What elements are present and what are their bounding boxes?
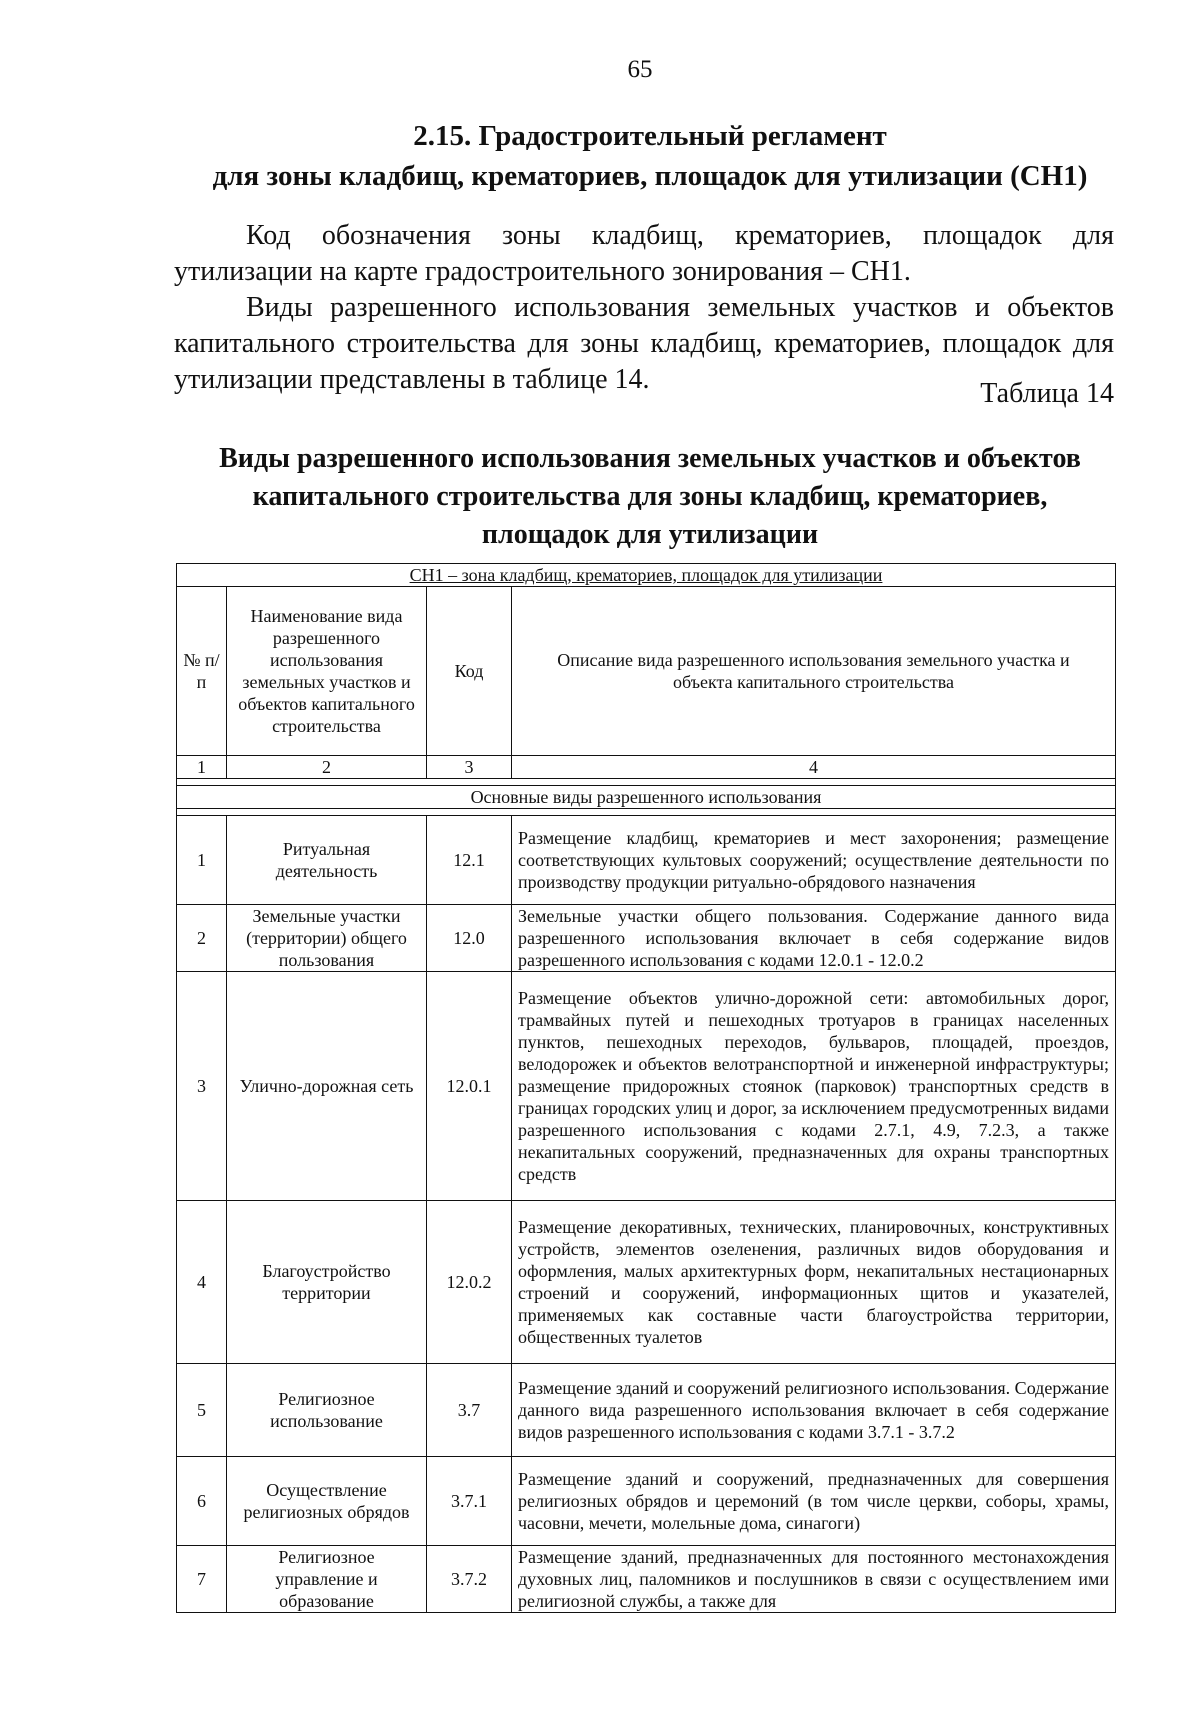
- row-name: Осуществление религиозных обрядов: [227, 1457, 427, 1546]
- table-row: [177, 1364, 1116, 1457]
- table-row: [177, 1546, 1116, 1613]
- row-num: 7: [177, 1546, 227, 1613]
- row-name: Земельные участки (территории) общего пользования: [227, 905, 427, 972]
- row-code: 3.7.1: [427, 1457, 512, 1546]
- row-code: 12.0.1: [427, 972, 512, 1201]
- row-desc: Размещение зданий и сооружений, предназначенных для совершения религиозных обрядов и церемоний (в том числе церкви, соборы, храмы, часовни, мечети, молельные дома, синагоги): [512, 1457, 1116, 1546]
- header-num: № п/п: [177, 587, 227, 756]
- header-code: Код: [427, 587, 512, 756]
- table-row: [177, 816, 1116, 905]
- row-name: Улично-дорожная сеть: [227, 972, 427, 1201]
- row-desc: Земельные участки общего пользования. Содержание данного вида разрешенного использования включает в себя содержание видов разрешенного использования с кодами 12.0.1 - 12.0.2: [512, 905, 1116, 972]
- index-cell: 1: [177, 756, 227, 779]
- row-num: 3: [177, 972, 227, 1201]
- row-name: Религиозное использование: [227, 1364, 427, 1457]
- row-desc: Размещение зданий, предназначенных для постоянного местонахождения духовных лиц, паломников и послушников в связи с осуществлением ими религиозной службы, а также для: [512, 1546, 1116, 1613]
- header-name: Наименование вида разрешенного использования земельных участков и объектов капитального строительства: [227, 587, 427, 756]
- row-code: 12.0: [427, 905, 512, 972]
- section-title-line: 2.15. Градостроительный регламент: [413, 120, 887, 152]
- row-desc: Размещение объектов улично-дорожной сети: автомобильных дорог, трамвайных путей и пешеходных тротуаров в границах населенных пунктов, пешеходных переходов, бульваров, площадей, проездов, велодорожек и объектов велотранспортной и инженерной инфраструктуры; размещение придорожных стоянок (парковок) транспортных средств в границах городских улиц и дорог, за исключением предусмотренных видами разрешенного использования с кодами 2.7.1, 4.9, 7.2.3, а также некапитальных сооружений, предназначенных для охраны транспортных средств: [512, 972, 1116, 1201]
- zone-header-row: [177, 564, 1116, 587]
- row-name: Религиозное управление и образование: [227, 1546, 427, 1613]
- spacer-row: [177, 779, 1116, 786]
- row-code: 12.1: [427, 816, 512, 905]
- section-row: [177, 786, 1116, 809]
- row-desc: Размещение зданий и сооружений религиозного использования. Содержание данного вида разрешенного использования включает в себя содержание видов разрешенного использования с кодами 3.7.1 - 3.7.2: [512, 1364, 1116, 1457]
- paragraph: Код обозначения зоны кладбищ, крематориев, площадок для утилизации на карте градостроительного зонирования – СН1.: [174, 220, 1114, 287]
- row-num: 5: [177, 1364, 227, 1457]
- row-desc: Размещение кладбищ, крематориев и мест захоронения; размещение соответствующих культовых сооружений; осуществление деятельности по производству продукции ритуально-обрядового назначения: [512, 816, 1116, 905]
- row-code: 3.7: [427, 1364, 512, 1457]
- page-number: 65: [627, 56, 653, 83]
- row-num: 6: [177, 1457, 227, 1546]
- table-title-line: площадок для утилизации: [481, 519, 819, 550]
- row-code: 3.7.2: [427, 1546, 512, 1613]
- header-desc: Описание вида разрешенного использования земельного участка и объекта капитального строительства: [512, 587, 1116, 756]
- land-use-table: [176, 563, 1116, 1613]
- row-name: Благоустройство территории: [227, 1201, 427, 1364]
- row-num: 1: [177, 816, 227, 905]
- table-row: [177, 905, 1116, 972]
- table-row: [177, 972, 1116, 1201]
- zone-header: СН1 – зона кладбищ, крематориев, площадок для утилизации: [177, 564, 1116, 587]
- table-row: [177, 1201, 1116, 1364]
- section-title: [170, 116, 1130, 196]
- row-desc: Размещение декоративных, технических, планировочных, конструктивных устройств, элементов озеленения, различных видов оборудования и оформления, малых архитектурных форм, некапитальных нестационарных строений и сооружений, информационных щитов и указателей, применяемых как составные части благоустройства территории, общественных туалетов: [512, 1201, 1116, 1364]
- section-title-line: для зоны кладбищ, крематориев, площадок для утилизации (СН1): [212, 160, 1088, 192]
- index-cell: 4: [512, 756, 1116, 779]
- table-title-line: капитального строительства для зоны кладбищ, крематориев,: [252, 481, 1048, 512]
- table-row: [177, 1457, 1116, 1546]
- row-code: 12.0.2: [427, 1201, 512, 1364]
- column-header-row: [177, 587, 1116, 756]
- spacer-cell: [177, 779, 1116, 786]
- row-num: 4: [177, 1201, 227, 1364]
- spacer-cell: [177, 809, 1116, 816]
- row-num: 2: [177, 905, 227, 972]
- spacer-row: [177, 809, 1116, 816]
- index-row: [177, 756, 1116, 779]
- index-cell: 3: [427, 756, 512, 779]
- row-name: Ритуальная деятельность: [227, 816, 427, 905]
- paragraph: Виды разрешенного использования земельных участков и объектов капитального строительства для зоны кладбищ, крематориев, площадок для утилизации представлены в таблице 14.: [174, 292, 1114, 395]
- table-title: [170, 440, 1130, 554]
- index-cell: 2: [227, 756, 427, 779]
- table-title-line: Виды разрешенного использования земельных участков и объектов: [219, 443, 1081, 474]
- table-label: Таблица 14: [980, 378, 1114, 409]
- section-label: Основные виды разрешенного использования: [177, 786, 1116, 809]
